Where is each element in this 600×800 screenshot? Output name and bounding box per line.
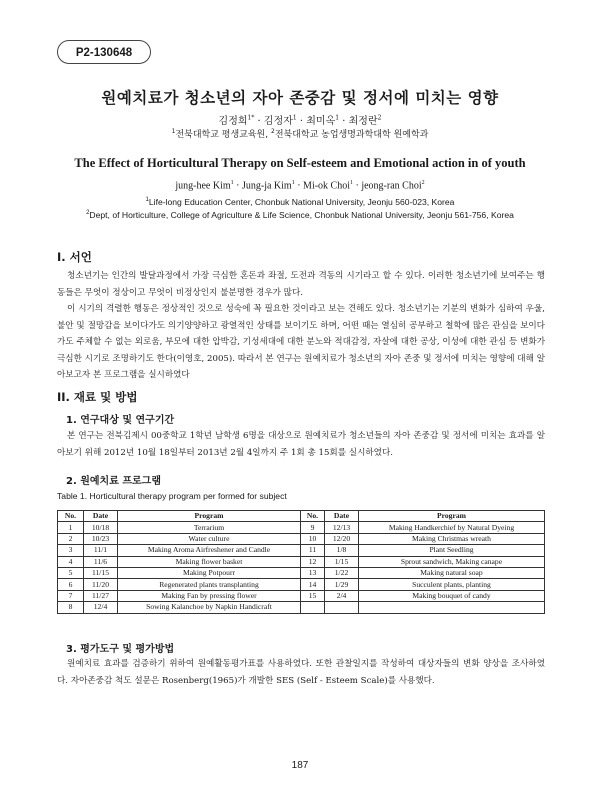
- table-cell: 13: [301, 567, 325, 578]
- table-cell: Making Potpourr: [118, 567, 301, 578]
- table-cell: 8: [58, 602, 84, 613]
- table-cell: 3: [58, 545, 84, 556]
- table-caption: Table 1. Horticultural therapy program per formed for subject: [57, 491, 287, 501]
- author-sup: 1: [350, 180, 353, 186]
- table-cell: 1/29: [325, 579, 359, 590]
- header-cell: No.: [301, 511, 325, 522]
- page-number: 187: [291, 760, 309, 771]
- table-cell: 11/27: [84, 590, 118, 601]
- table-cell: Making Christmas wreath: [359, 533, 545, 544]
- table-cell: Plant Seedling: [359, 545, 545, 556]
- table-cell: Making bouquet of candy: [359, 590, 545, 601]
- author-name: 최미옥: [306, 116, 336, 127]
- table-cell: 2/4: [325, 590, 359, 601]
- section-heading-introduction: I. 서언: [57, 250, 92, 264]
- author-sup: 2: [421, 180, 425, 186]
- table-cell: 4: [58, 556, 84, 567]
- table-header-row: [58, 511, 545, 522]
- table-cell: Terrarium: [118, 522, 301, 533]
- subjects-paragraph: 본 연구는 전북김제시 00중학교 1학년 남학생 6명을 대상으로 원예치료가 청소년들의 자아 존중감 및 정서에 미치는 효과를 알아보기 위해 2012년 10월 18일부터 2013년 2월 4일까지 주 1회 총 15회를 실시하였다.: [57, 431, 545, 458]
- table-row: [58, 556, 545, 567]
- author-sup: 2: [377, 114, 382, 122]
- author-name: Mi-ok Choi: [303, 180, 350, 192]
- table-row: [58, 533, 545, 544]
- table-cell: 15: [301, 590, 325, 601]
- author-sup: 1*: [247, 114, 255, 122]
- affil-sup: 1: [145, 197, 149, 204]
- table-cell: [301, 602, 325, 613]
- table-row: [58, 602, 545, 613]
- table-cell: 2: [58, 533, 84, 544]
- table-cell: 12/4: [84, 602, 118, 613]
- author-name: jeong-ran Choi: [361, 180, 422, 192]
- evaluation-paragraph: 원예치료 효과를 검증하기 위하여 원예활동평가표를 사용하였다. 또한 관찰일지를 작성하여 대상자들의 변화 양상을 조사하였다. 자아존중감 척도 설문은 Rosenberg(1965)가 개발한 SES (Self - Esteem Scale)를 사용했다.: [57, 659, 545, 686]
- table-cell: 10/18: [84, 522, 118, 533]
- table-cell: Sprout sandwich, Making canape: [359, 556, 545, 567]
- table-cell: Making Handkerchief by Natural Dyeing: [359, 522, 545, 533]
- affil-sup: 2: [86, 210, 90, 217]
- author-name: Jung-ja Kim: [241, 180, 292, 192]
- table-cell: Sowing Kalanchoe by Napkin Handicraft: [118, 602, 301, 613]
- table-cell: Making natural soap: [359, 567, 545, 578]
- table-cell: 11/20: [84, 579, 118, 590]
- table-cell: 10: [301, 533, 325, 544]
- affiliation-korean: $^1$전북대학교 평생교육원, $^2$전북대학교 농업생명과학대학 원예학과: [171, 128, 429, 140]
- table-cell: [359, 602, 545, 613]
- table-cell: 9: [301, 522, 325, 533]
- table-cell: Making flower basket: [118, 556, 301, 567]
- subsection-heading-subjects: 1. 연구대상 및 연구기간: [66, 415, 175, 426]
- table-cell: 11/1: [84, 545, 118, 556]
- table-cell: 7: [58, 590, 84, 601]
- header-cell: Date: [84, 511, 118, 522]
- author-name: 김정자: [263, 116, 293, 127]
- header-cell: Program: [118, 511, 301, 522]
- table-cell: 1: [58, 522, 84, 533]
- program-table: [57, 510, 545, 614]
- table-cell: 5: [58, 567, 84, 578]
- section-heading-methods: II. 재료 및 방법: [57, 390, 138, 404]
- author-sup: 1: [335, 114, 340, 122]
- affil-sup: 2: [271, 128, 275, 135]
- author-sup: 1: [292, 114, 297, 122]
- authors-english: jung-hee Kim$^1$ · Jung-ja Kim$^1$ · Mi-ok Choi$^1$ · jeong-ran Choi$^2$: [175, 180, 425, 192]
- table-cell: Regenerated plants transplanting: [118, 579, 301, 590]
- table-cell: 1/15: [325, 556, 359, 567]
- paper-id-badge: P2-130648: [57, 40, 151, 64]
- affil-text: Life-long Education Center, Chonbuk National University, Jeonju 560-023, Korea: [148, 197, 455, 207]
- table-cell: [325, 602, 359, 613]
- header-cell: Program: [359, 511, 545, 522]
- table-cell: 10/23: [84, 533, 118, 544]
- title-korean: 원예치료가 청소년의 자아 존중감 및 정서에 미치는 영향: [101, 88, 499, 107]
- affil-text: 전북대학교 평생교육원: [175, 130, 266, 140]
- table-cell: 14: [301, 579, 325, 590]
- table-cell: 11/6: [84, 556, 118, 567]
- affil-sup: 1: [171, 128, 176, 135]
- table-cell: Water culture: [118, 533, 301, 544]
- author-sup: 1: [230, 180, 234, 186]
- table-cell: 1/22: [325, 567, 359, 578]
- header-cell: Date: [325, 511, 359, 522]
- table-row: [58, 579, 545, 590]
- table-cell: 1/8: [325, 545, 359, 556]
- title-english: The Effect of Horticultural Therapy on Self-esteem and Emotional action in of youth: [74, 156, 526, 170]
- authors-korean: 김정희$^{1*}$ · 김정자$^1$ · 최미옥$^1$ · 최정란$^2$: [218, 114, 382, 127]
- affil-text: 전북대학교 농업생명과학대학 원예학과: [274, 130, 429, 140]
- table-row: [58, 522, 545, 533]
- author-name: 최정란: [348, 116, 378, 127]
- author-name: jung-hee Kim: [175, 180, 231, 192]
- header-cell: No.: [58, 511, 84, 522]
- table-row: [58, 590, 545, 601]
- intro-paragraph-1: 청소년기는 인간의 발달과정에서 가장 극심한 혼돈과 좌절, 도전과 격동의 시기라고 할 수 있다. 이러한 청소년기에 보여주는 행동들은 무엇이 정상이고 무엇이 비정상인지 불분명한 경우가 많다.: [57, 271, 545, 298]
- subsection-heading-evaluation: 3. 평가도구 및 평가방법: [66, 644, 175, 655]
- table-cell: 12: [301, 556, 325, 567]
- table-cell: 11: [301, 545, 325, 556]
- affil-text: Dept, of Horticulture, College of Agriculture & Life Science, Chonbuk National University, Jeonju 561-756, Korea: [89, 210, 514, 220]
- table-cell: 11/15: [84, 567, 118, 578]
- affiliation-english-2: [0, 210, 600, 220]
- author-name: 김정희: [218, 116, 248, 127]
- table-row: [58, 567, 545, 578]
- table-cell: 12/13: [325, 522, 359, 533]
- author-sup: 1: [291, 180, 295, 186]
- affiliation-english-1: [0, 197, 600, 207]
- table-cell: Making Fan by pressing flower: [118, 590, 301, 601]
- table-cell: 12/20: [325, 533, 359, 544]
- table-cell: 6: [58, 579, 84, 590]
- table-cell: Succulent plants, planting: [359, 579, 545, 590]
- intro-paragraph-2: 이 시기의 격렬한 행동은 정상적인 것으로 성숙에 꼭 필요한 것이라고 보는 견해도 있다. 청소년기는 기분의 변화가 심하여 우울, 불안 및 절망감을 보이다가도 의기양양하고 광열적인 상태를 보이기도 하며, 어떤 때는 열심히 공부하고 철학에 많은 관심을 보이다가도 주체할 수 없는 외로움, 부모에 대한 압박감, 기성세대에 대한 분노와 적대감정, 자살에 대한 공상, 이성에 대한 관심 등 변화가 극심한 시기로 조명하기도 한다(이영호, 2005). 따라서 본 연구는 원예치료가 청소년의 자아 존중 및 정서에 미치는 영향에 대해 알아보고자 본 프로그램을 실시하였다: [57, 304, 545, 380]
- subsection-heading-program: 2. 원예치료 프로그램: [66, 476, 161, 487]
- table-row: [58, 545, 545, 556]
- table-cell: Making Aroma Airfreshener and Candle: [118, 545, 301, 556]
